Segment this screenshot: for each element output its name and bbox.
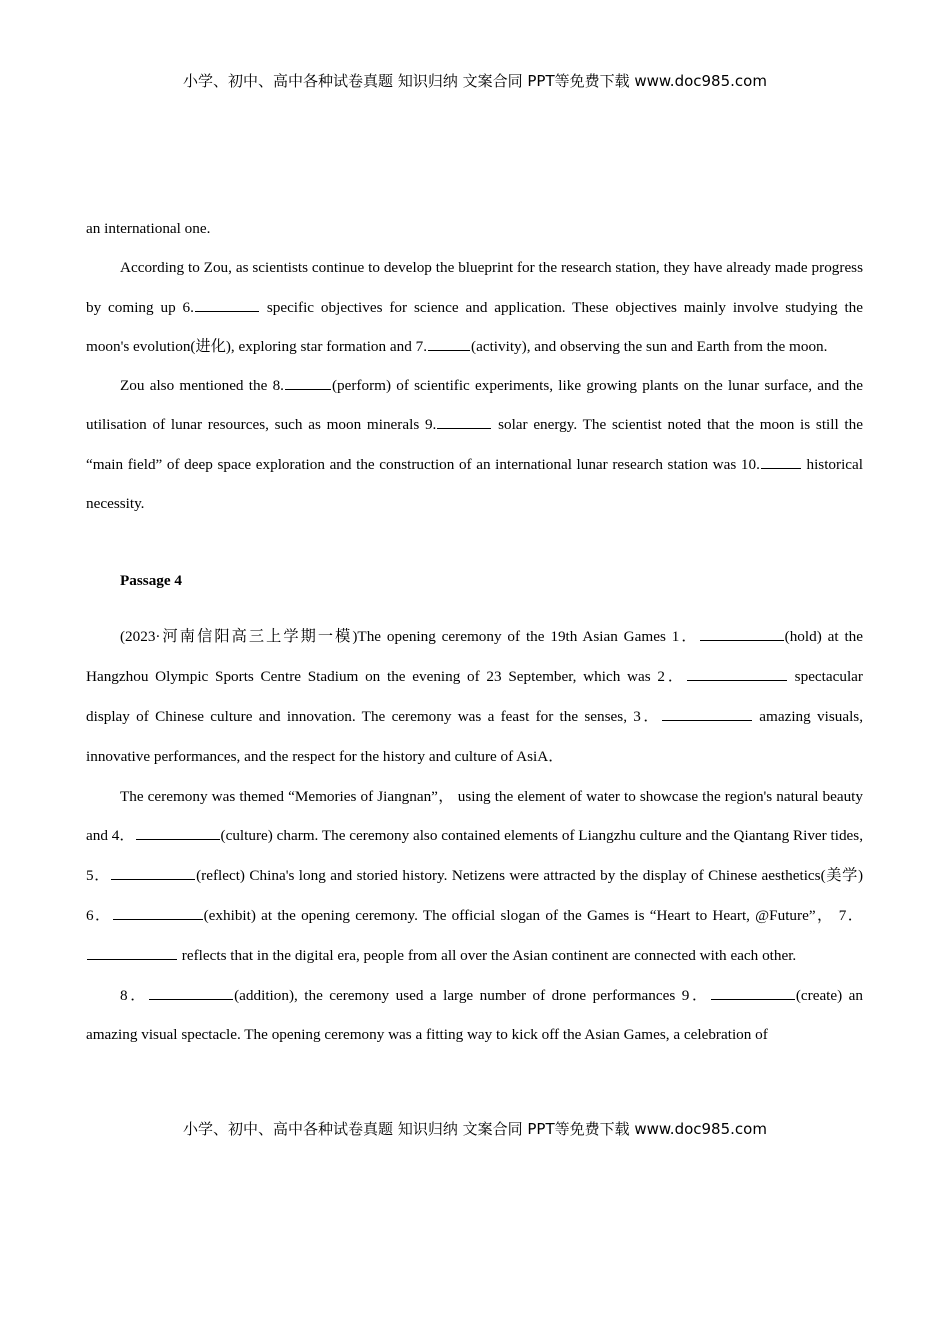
answer-blank-7[interactable] xyxy=(428,335,470,351)
text-span: (reflect) China's long and storied history. Netizens were attracted by the display of Chinese aesthetics(美学) 6． xyxy=(86,867,864,924)
text-span: spectacular display of Chinese culture and innovation. The ceremony was a feast for the senses, 3． xyxy=(86,668,863,725)
answer-blank-10[interactable] xyxy=(761,453,801,469)
answer-blank-6[interactable] xyxy=(195,296,259,312)
paragraph-asian-games-intro xyxy=(86,617,863,776)
text-span: reflects that in the digital era, people from all over the Asian continent are connected with each other. xyxy=(178,946,797,964)
answer-blank-5[interactable] xyxy=(111,864,195,880)
text-span: Zou also mentioned the 8. xyxy=(120,377,284,395)
spacer xyxy=(86,523,863,561)
answer-blank-7[interactable] xyxy=(87,944,177,960)
text-span: (create) an amazing visual spectacle. The opening ceremony was a fitting way to kick off the Asian Games, a celebration of xyxy=(86,986,863,1044)
text-span: (activity), and observing the sun and Earth from the moon. xyxy=(471,337,828,355)
text-span: (culture) charm. The ceremony also contained elements of Liangzhu culture and the Qiantang River tides, 5． xyxy=(86,827,864,885)
page-header: 小学、初中、高中各种试卷真题 知识归纳 文案合同 PPT等免费下载 www.doc985.com xyxy=(183,72,767,90)
text-span: 8． xyxy=(120,986,149,1004)
answer-blank-6[interactable] xyxy=(113,904,203,920)
passage-title: Passage 4 xyxy=(120,572,183,590)
text-span: amazing visuals, innovative performances, and the respect for the history and culture of AsiA． xyxy=(86,707,863,765)
paragraph-zou-experiments xyxy=(86,366,863,523)
text-span: historical necessity. xyxy=(86,455,864,513)
document-body xyxy=(86,209,863,1055)
text-span: According to Zou, as scientists continue to develop the blueprint for the research station, they have already made progress by coming up 6. xyxy=(86,259,863,316)
answer-blank-9[interactable] xyxy=(711,984,795,1000)
text-span: The ceremony was themed “Memories of Jiangnan”， using the element of water to showcase the region's natural beauty and 4． xyxy=(86,787,863,845)
answer-blank-8[interactable] xyxy=(285,374,331,390)
text-span: (perform) of scientific experiments, like growing plants on the lunar surface, and the utilisation of lunar resources, such as moon minerals 9. xyxy=(86,377,864,434)
spacer xyxy=(86,600,863,617)
paragraph-zou-progress xyxy=(86,248,863,366)
text-span: (addition), the ceremony used a large number of drone performances 9． xyxy=(234,986,710,1004)
text-span: an international one. xyxy=(86,220,211,237)
paragraph-continuation xyxy=(86,209,863,248)
answer-blank-8[interactable] xyxy=(149,984,233,1000)
answer-blank-9[interactable] xyxy=(437,413,491,429)
text-span: specific objectives for science and application. These objectives mainly involve studying the moon's evolution(进化), exploring star formation and 7. xyxy=(86,298,863,355)
passage-4-body xyxy=(86,617,863,1055)
paragraph-drone-performances xyxy=(86,976,863,1056)
text-span: solar energy. The scientist noted that the moon is still the “main field” of deep space exploration and the construction of an international lunar research station was 10. xyxy=(86,416,863,473)
text-span: (exhibit) at the opening ceremony. The official slogan of the Games is “Heart to Heart, @Future”， 7． xyxy=(203,906,863,924)
text-span: (2023·河南信阳高三上学期一模)The opening ceremony of the 19th Asian Games 1． xyxy=(120,628,699,646)
answer-blank-3[interactable] xyxy=(662,705,752,721)
answer-blank-4[interactable] xyxy=(136,824,220,840)
paragraph-jiangnan-theme xyxy=(86,777,863,976)
answer-blank-1[interactable] xyxy=(700,625,784,641)
answer-blank-2[interactable] xyxy=(687,665,787,681)
page-footer: 小学、初中、高中各种试卷真题 知识归纳 文案合同 PPT等免费下载 www.doc985.com xyxy=(183,1120,767,1138)
text-span: (hold) at the Hangzhou Olympic Sports Centre Stadium on the evening of 23 September, which was 2． xyxy=(86,628,863,686)
